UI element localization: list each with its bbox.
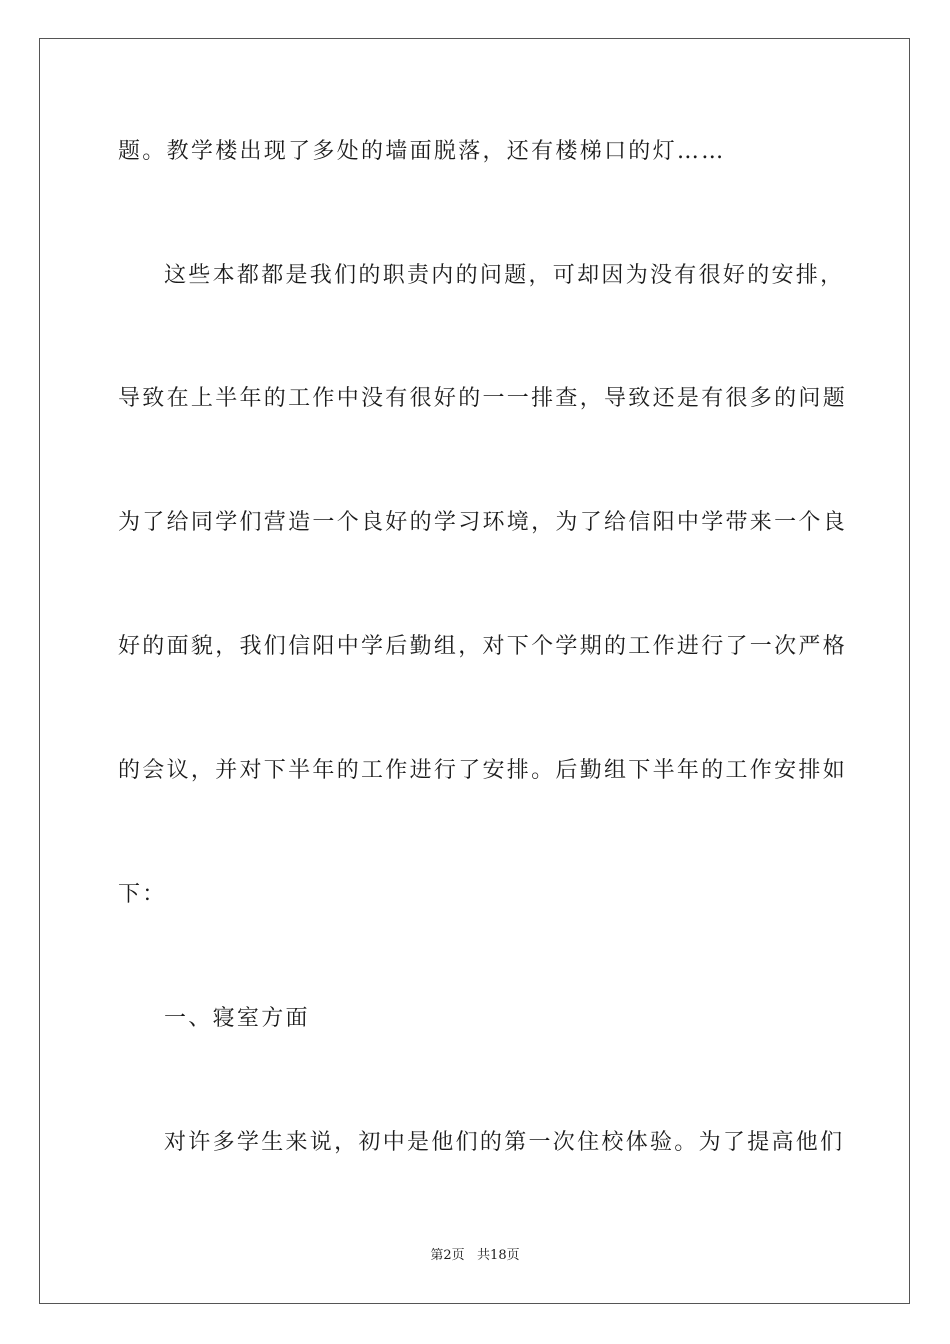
paragraph-line-1: 题。教学楼出现了多处的墙面脱落，还有楼梯口的灯……	[118, 139, 726, 164]
section-heading: 一、寝室方面	[164, 1006, 310, 1031]
paragraph-line-7: 下：	[118, 882, 167, 907]
paragraph-line-3: 导致在上半年的工作中没有很好的一一排查，导致还是有很多的问题	[118, 386, 848, 411]
paragraph-line-5: 好的面貌，我们信阳中学后勤组，对下个学期的工作进行了一次严格	[118, 634, 848, 659]
page-number: 第2页 共18页	[430, 1248, 520, 1263]
page-border	[39, 38, 910, 1304]
paragraph-line-9: 对许多学生来说，初中是他们的第一次住校体验。为了提高他们	[164, 1130, 845, 1155]
paragraph-line-2: 这些本都都是我们的职责内的问题，可却因为没有很好的安排，	[164, 263, 845, 288]
paragraph-line-6: 的会议，并对下半年的工作进行了安排。后勤组下半年的工作安排如	[118, 758, 848, 783]
paragraph-line-4: 为了给同学们营造一个良好的学习环境，为了给信阳中学带来一个良	[118, 510, 848, 535]
